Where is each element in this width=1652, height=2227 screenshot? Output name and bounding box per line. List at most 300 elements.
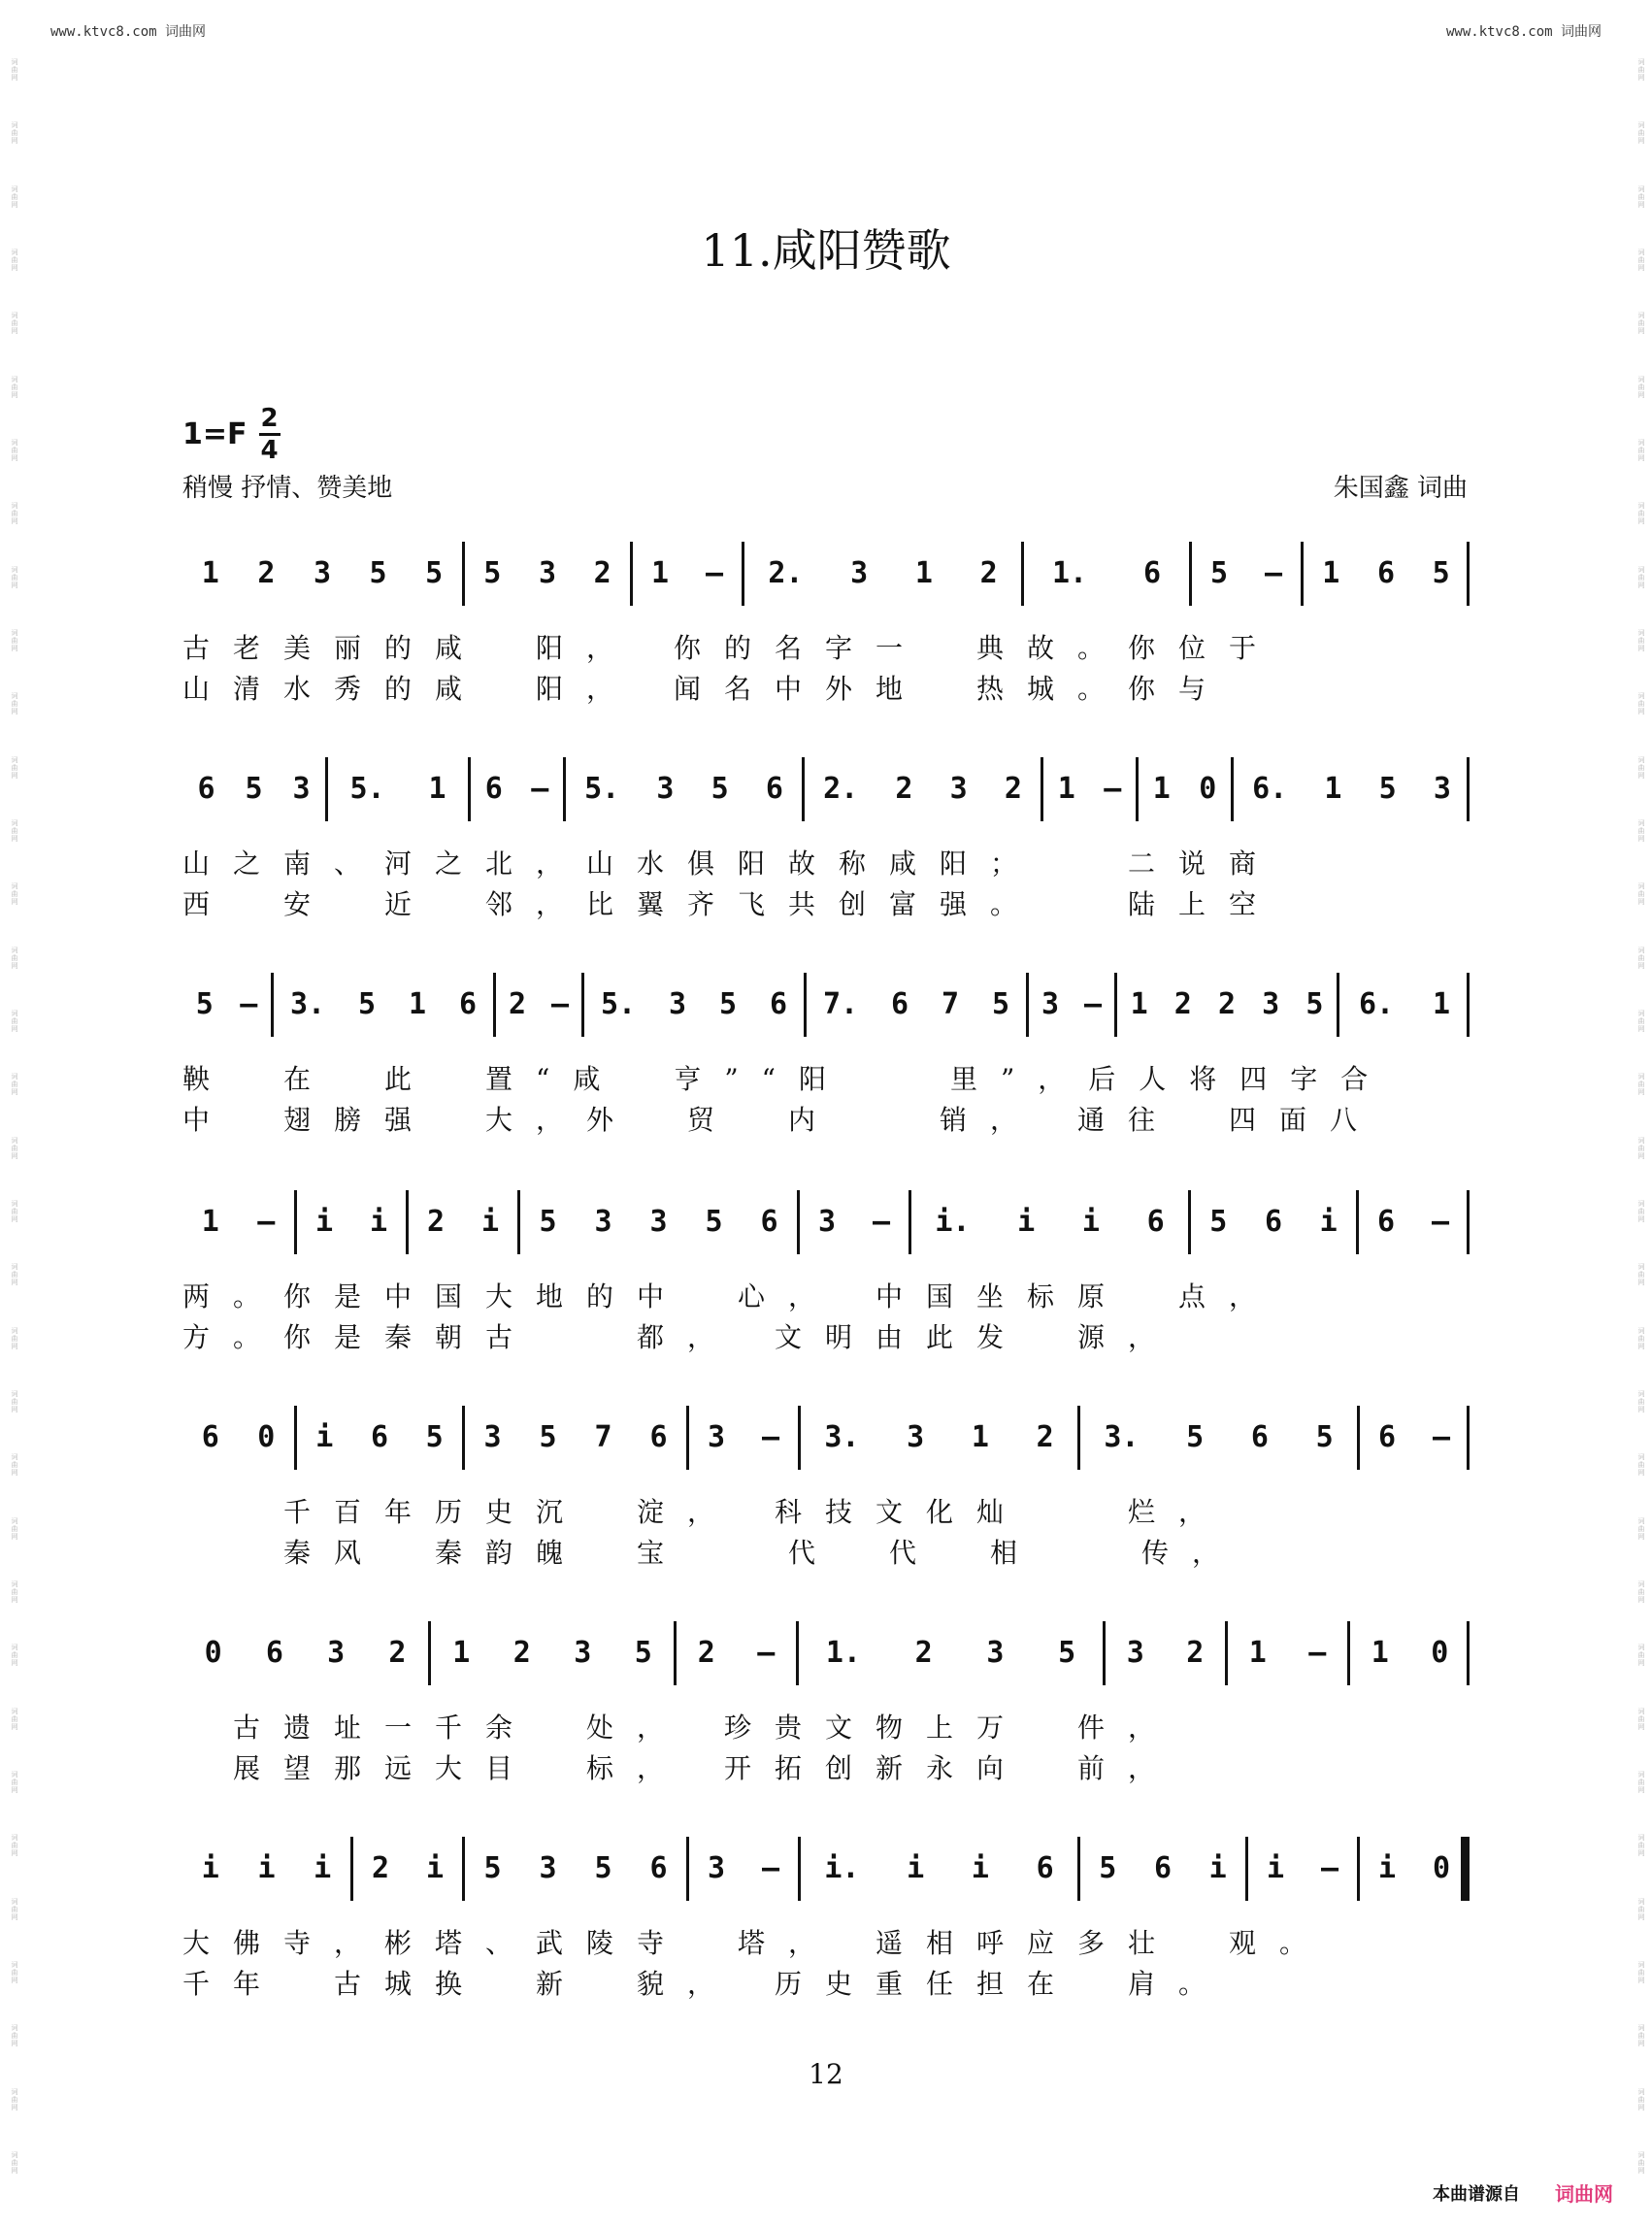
barline [1467, 542, 1470, 606]
key-signature [182, 406, 281, 463]
score-system [182, 1190, 1470, 1282]
watermark-text: 词曲网 [11, 2087, 18, 2111]
note: 1 [1130, 987, 1148, 1021]
note: 2 [1036, 1420, 1054, 1454]
note: 0 [1199, 772, 1217, 806]
score-system [182, 542, 1470, 634]
note: 7 [594, 1420, 612, 1454]
measure [493, 973, 581, 1037]
measure [182, 973, 271, 1037]
measure [798, 1406, 1077, 1470]
score-system [182, 1621, 1470, 1713]
note: 1 [201, 1205, 219, 1239]
watermark-text: 词曲网 [11, 628, 18, 652]
note: i [1377, 1851, 1397, 1885]
measure [182, 1621, 428, 1685]
note: 5 [705, 1205, 723, 1239]
watermark-text: 词曲网 [1637, 1453, 1645, 1478]
watermark-text: 词曲网 [1637, 1073, 1645, 1097]
measure [1077, 1406, 1357, 1470]
lyric-line-1: 古遗址一千余 处， 珍贵文物上万 件， [182, 1712, 1179, 1744]
watermark-text: 词曲网 [11, 1199, 18, 1223]
measure [1188, 1190, 1356, 1254]
note: – [761, 1851, 780, 1885]
watermark-text: 词曲网 [11, 1579, 18, 1604]
note: 3 [594, 1205, 612, 1239]
lyric-line-1: 大佛寺，彬塔、武陵寺 塔， 遥相呼应多壮 观。 [182, 1927, 1331, 1959]
note: 6 [1376, 1205, 1396, 1239]
note: 7. [822, 987, 859, 1021]
measure [1021, 542, 1189, 606]
note: – [240, 987, 258, 1021]
watermark-text: 词曲网 [1637, 375, 1645, 399]
note: 1 [1371, 1636, 1389, 1670]
header-site-right: www.ktvc8.com 词曲网 [1445, 24, 1602, 40]
note: 2 [388, 1636, 407, 1670]
lyric-line-1: 山之南、河之北，山水俱阳故称咸阳； 二说商 [182, 848, 1280, 880]
note: i. [824, 1851, 860, 1885]
note: 5 [1432, 556, 1450, 590]
note: 5 [1305, 987, 1324, 1021]
note: i [1017, 1205, 1036, 1239]
measure [563, 757, 802, 821]
note: i [1319, 1205, 1338, 1239]
note: 5 [718, 987, 738, 1021]
note: – [1320, 1851, 1339, 1885]
measure [742, 542, 1021, 606]
watermark-text: 词曲网 [1637, 312, 1645, 336]
note: 6 [1250, 1420, 1269, 1454]
score-system [182, 973, 1470, 1065]
measure [182, 1190, 294, 1254]
note: 2 [508, 987, 527, 1021]
note: i [480, 1205, 500, 1239]
right-watermark-strip [1633, 58, 1646, 2175]
measure [796, 1621, 1103, 1685]
note: i [201, 1851, 219, 1885]
measure [1189, 542, 1301, 606]
note: – [531, 772, 549, 806]
watermark-text: 词曲网 [11, 1897, 18, 1921]
note: 5 [1186, 1420, 1205, 1454]
note: 3 [1041, 987, 1060, 1021]
watermark-text: 词曲网 [1637, 1834, 1645, 1858]
measure [462, 542, 630, 606]
note: 2 [593, 556, 611, 590]
note: i [314, 1851, 332, 1885]
watermark-text: 词曲网 [1637, 946, 1645, 970]
note: 6 [265, 1636, 283, 1670]
watermark-text: 词曲网 [11, 1516, 18, 1541]
measure [294, 1406, 462, 1470]
note: 3 [1433, 772, 1451, 806]
note: 5 [539, 1205, 557, 1239]
score-system [182, 757, 1470, 849]
note: i [314, 1205, 334, 1239]
measure [1077, 1837, 1245, 1901]
watermark-text: 词曲网 [11, 692, 18, 716]
watermark-text: 词曲网 [1637, 1707, 1645, 1731]
measure [271, 973, 493, 1037]
note: 6 [484, 772, 503, 806]
note: 1 [1152, 772, 1171, 806]
note: 6 [1036, 1851, 1054, 1885]
measure [1347, 1621, 1470, 1685]
note: 5 [634, 1636, 652, 1670]
note: i [425, 1851, 445, 1885]
note: 6 [1376, 556, 1396, 590]
watermark-text: 词曲网 [11, 248, 18, 272]
note: i [907, 1851, 925, 1885]
note: 3 [850, 556, 869, 590]
final-barline [1461, 1837, 1470, 1901]
tempo-marking: 稍慢 抒情、赞美地 [182, 474, 393, 503]
watermark-text: 词曲网 [11, 2150, 18, 2175]
note: 6 [649, 1851, 668, 1885]
note: 5 [710, 772, 729, 806]
watermark-text: 词曲网 [1637, 248, 1645, 272]
score-system [182, 1406, 1470, 1498]
note: 6 [769, 987, 788, 1021]
watermark-text: 词曲网 [11, 438, 18, 462]
note: 5 [195, 987, 214, 1021]
lyric-line-2: 山清水秀的咸 阳， 闻名中外地 热城。你与 [182, 673, 1230, 705]
watermark-text: 词曲网 [1637, 1897, 1645, 1921]
note: 3 [292, 772, 311, 806]
note: 6 [1377, 1420, 1397, 1454]
measure [350, 1837, 462, 1901]
note: 3 [574, 1636, 592, 1670]
header-site-left: www.ktvc8.com 词曲网 [50, 24, 207, 40]
watermark-text: 词曲网 [1637, 1009, 1645, 1033]
watermark-text: 词曲网 [1637, 1770, 1645, 1794]
note: 2 [914, 1636, 933, 1670]
note: 2 [979, 556, 998, 590]
note: 2 [1173, 987, 1192, 1021]
watermark-text: 词曲网 [11, 2024, 18, 2048]
measure [630, 542, 742, 606]
note: 5 [483, 556, 502, 590]
watermark-text: 词曲网 [11, 882, 18, 907]
measure [517, 1190, 797, 1254]
watermark-text: 词曲网 [1637, 1136, 1645, 1160]
note: 2 [697, 1636, 715, 1670]
watermark-text: 词曲网 [1637, 438, 1645, 462]
note: 5 [369, 556, 387, 590]
note: i [1266, 1851, 1285, 1885]
footer-source-label: 本曲谱源自 [1433, 2183, 1520, 2205]
watermark-text: 词曲网 [11, 121, 18, 146]
note: 6 [197, 772, 215, 806]
measure [1225, 1621, 1347, 1685]
note: 1 [201, 556, 219, 590]
note: 0 [1431, 1636, 1449, 1670]
page-number: 12 [809, 2058, 843, 2090]
note: 2 [1186, 1636, 1205, 1670]
measure [1357, 1406, 1469, 1470]
note: – [757, 1636, 776, 1670]
note: 6 [1142, 556, 1162, 590]
watermark-text: 词曲网 [11, 946, 18, 970]
composer-credit: 朱国鑫 词曲 [1333, 474, 1468, 503]
lyric-line-1: 古老美丽的咸 阳， 你的名字一 典故。你位于 [182, 632, 1280, 664]
barline [1467, 1621, 1470, 1685]
watermark-text: 词曲网 [1637, 58, 1645, 82]
watermark-text: 词曲网 [11, 1389, 18, 1413]
note: 3 [649, 1205, 668, 1239]
note: 6 [891, 987, 909, 1021]
watermark-text: 词曲网 [11, 565, 18, 589]
measure [802, 757, 1041, 821]
note: – [761, 1420, 780, 1454]
note: i [257, 1851, 276, 1885]
note: 3 [656, 772, 675, 806]
note: 3 [483, 1420, 502, 1454]
note: 5. [600, 987, 637, 1021]
note: i [369, 1205, 388, 1239]
note: 2 [1217, 987, 1236, 1021]
note: 1 [452, 1636, 471, 1670]
measure [182, 1837, 350, 1901]
watermark-text: 词曲网 [11, 1009, 18, 1033]
watermark-text: 词曲网 [11, 1073, 18, 1097]
measure [468, 757, 563, 821]
watermark-text: 词曲网 [1637, 565, 1645, 589]
lyric-line-1: 两。你是中国大地的中 心， 中国坐标原 点， [182, 1280, 1280, 1313]
note: 6 [370, 1420, 389, 1454]
watermark-text: 词曲网 [1637, 2087, 1645, 2111]
note: 2 [371, 1851, 390, 1885]
note: 3 [313, 556, 332, 590]
note: – [1264, 556, 1283, 590]
note: 0 [257, 1420, 276, 1454]
lyric-line-1: 千百年历史沉 淀， 科技文化灿 烂， [182, 1496, 1230, 1528]
note: 5 [1209, 1205, 1228, 1239]
watermark-text: 词曲网 [1637, 1579, 1645, 1604]
note: i [315, 1420, 334, 1454]
note: 5 [539, 1420, 557, 1454]
note: 5 [991, 987, 1010, 1021]
note: 5 [425, 1420, 444, 1454]
barline [1467, 973, 1470, 1037]
measure [674, 1621, 796, 1685]
note: 6 [201, 1420, 219, 1454]
measure [804, 973, 1026, 1037]
time-signature [259, 406, 281, 463]
measure [462, 1837, 686, 1901]
note: 6 [458, 987, 478, 1021]
watermark-text: 词曲网 [1637, 818, 1645, 843]
note: 3 [1262, 987, 1280, 1021]
note: 5 [1209, 556, 1229, 590]
note: – [872, 1205, 891, 1239]
note: 3 [986, 1636, 1005, 1670]
watermark-text: 词曲网 [1637, 1516, 1645, 1541]
note: 2 [257, 556, 276, 590]
measure [182, 757, 325, 821]
note: 1 [650, 556, 670, 590]
note: 2 [1004, 772, 1022, 806]
note: – [550, 987, 570, 1021]
barline [1467, 1190, 1470, 1254]
note: 3. [289, 987, 326, 1021]
footer [1433, 2178, 1613, 2207]
lyric-line-1: 鞅 在 此 置“咸 亨”“阳 里”，后人将四字合 [182, 1063, 1392, 1095]
watermark-text: 词曲网 [1637, 1326, 1645, 1350]
time-sig-top: 2 [260, 404, 279, 433]
measure [1136, 757, 1231, 821]
note: 2. [823, 772, 859, 806]
note: 6 [765, 772, 783, 806]
lyric-line-2: 秦风 秦韵魄 宝 代 代 相 传， [182, 1537, 1243, 1569]
watermark-text: 词曲网 [1637, 121, 1645, 146]
note: 3 [539, 1851, 557, 1885]
lyric-line-2: 千年 古城换 新 貌， 历史重任担在 肩。 [182, 1968, 1230, 2000]
watermark-text: 词曲网 [11, 1960, 18, 1984]
measure [182, 542, 462, 606]
watermark-text: 词曲网 [11, 1644, 18, 1668]
footer-brand: 词曲网 [1555, 2182, 1613, 2206]
note: 1 [1248, 1636, 1267, 1670]
note: i [1081, 1205, 1100, 1239]
note: 6 [1264, 1205, 1283, 1239]
lyric-line-2: 中 翅膀强 大，外 贸 内 销， 通往 四面八 [182, 1104, 1381, 1136]
watermark-text: 词曲网 [11, 1770, 18, 1794]
note: 6 [649, 1420, 668, 1454]
measure [1114, 973, 1337, 1037]
note: i [971, 1851, 989, 1885]
watermark-text: 词曲网 [11, 502, 18, 526]
note: 1 [1057, 772, 1075, 806]
note: – [705, 556, 724, 590]
measure [1357, 1837, 1469, 1901]
watermark-text: 词曲网 [1637, 2024, 1645, 2048]
note: 0 [204, 1636, 222, 1670]
measure [1245, 1837, 1357, 1901]
note: 1 [408, 987, 427, 1021]
note: 3 [907, 1420, 925, 1454]
measure [909, 1190, 1188, 1254]
lyric-line-2: 展望那远大目 标， 开拓创新永向 前， [182, 1752, 1179, 1784]
watermark-text: 词曲网 [1637, 755, 1645, 780]
note: 2 [426, 1205, 446, 1239]
measure [1356, 1190, 1468, 1254]
note: 3 [538, 556, 557, 590]
note: 5. [349, 772, 385, 806]
note: 1 [914, 556, 933, 590]
watermark-text: 词曲网 [1637, 184, 1645, 209]
note: i. [935, 1205, 971, 1239]
note: 3. [824, 1420, 860, 1454]
score-system [182, 1837, 1470, 1929]
time-sig-bottom: 4 [260, 436, 279, 465]
measure [1301, 542, 1469, 606]
note: 1 [1432, 987, 1451, 1021]
note: 6. [1358, 987, 1395, 1021]
watermark-text: 词曲网 [11, 375, 18, 399]
note: 1 [971, 1420, 989, 1454]
measure [1231, 757, 1470, 821]
measure [686, 1837, 798, 1901]
watermark-text: 词曲网 [11, 755, 18, 780]
measure [1026, 973, 1114, 1037]
note: 3 [707, 1851, 726, 1885]
lyric-line-2: 西 安 近 邻，比翼齐飞共创富强。 陆上空 [182, 888, 1280, 920]
watermark-text: 词曲网 [1637, 1644, 1645, 1668]
note: 5 [1058, 1636, 1076, 1670]
song-title: 11.咸阳赞歌 [701, 224, 951, 277]
note: – [1431, 1205, 1450, 1239]
watermark-text: 词曲网 [1637, 692, 1645, 716]
watermark-text: 词曲网 [1637, 628, 1645, 652]
note: 2 [512, 1636, 531, 1670]
note: 7 [941, 987, 960, 1021]
measure [406, 1190, 517, 1254]
note: 6 [1153, 1851, 1173, 1885]
watermark-text: 词曲网 [11, 1263, 18, 1287]
note: 6 [760, 1205, 778, 1239]
note: 3 [949, 772, 968, 806]
measure [1103, 1621, 1225, 1685]
measure [1041, 757, 1136, 821]
measure [798, 1837, 1077, 1901]
note: 0 [1432, 1851, 1451, 1885]
note: 5 [245, 772, 263, 806]
note: 1 [428, 772, 446, 806]
note: 1 [1324, 772, 1342, 806]
measure [428, 1621, 674, 1685]
note: 3 [1126, 1636, 1144, 1670]
measure [797, 1190, 909, 1254]
watermark-text: 词曲网 [1637, 2150, 1645, 2175]
watermark-text: 词曲网 [1637, 882, 1645, 907]
note: 3 [669, 987, 687, 1021]
note: – [1432, 1420, 1451, 1454]
note: – [1083, 987, 1103, 1021]
measure [182, 1406, 294, 1470]
watermark-text: 词曲网 [11, 1707, 18, 1731]
watermark-text: 词曲网 [11, 1834, 18, 1858]
barline [1467, 1406, 1470, 1470]
measure [581, 973, 804, 1037]
watermark-text: 词曲网 [11, 1453, 18, 1478]
note: – [1104, 772, 1122, 806]
lyric-line-2: 方。你是秦朝古 都， 文明由此发 源， [182, 1321, 1179, 1353]
watermark-text: 词曲网 [11, 1326, 18, 1350]
left-watermark-strip [6, 58, 19, 2175]
measure [294, 1190, 406, 1254]
measure [1337, 973, 1470, 1037]
note: 3 [707, 1420, 726, 1454]
note: 5 [594, 1851, 612, 1885]
watermark-text: 词曲网 [11, 818, 18, 843]
note: i [1208, 1851, 1227, 1885]
note: 2 [895, 772, 913, 806]
measure [325, 757, 468, 821]
note: 1. [825, 1636, 861, 1670]
note: 1 [1322, 556, 1340, 590]
watermark-text: 词曲网 [11, 312, 18, 336]
note: 6 [1146, 1205, 1165, 1239]
watermark-text: 词曲网 [11, 58, 18, 82]
note: 3 [327, 1636, 346, 1670]
watermark-text: 词曲网 [1637, 1199, 1645, 1223]
watermark-text: 词曲网 [1637, 502, 1645, 526]
note: – [257, 1205, 276, 1239]
watermark-text: 词曲网 [1637, 1960, 1645, 1984]
note: 5 [1099, 1851, 1117, 1885]
note: 5. [584, 772, 620, 806]
